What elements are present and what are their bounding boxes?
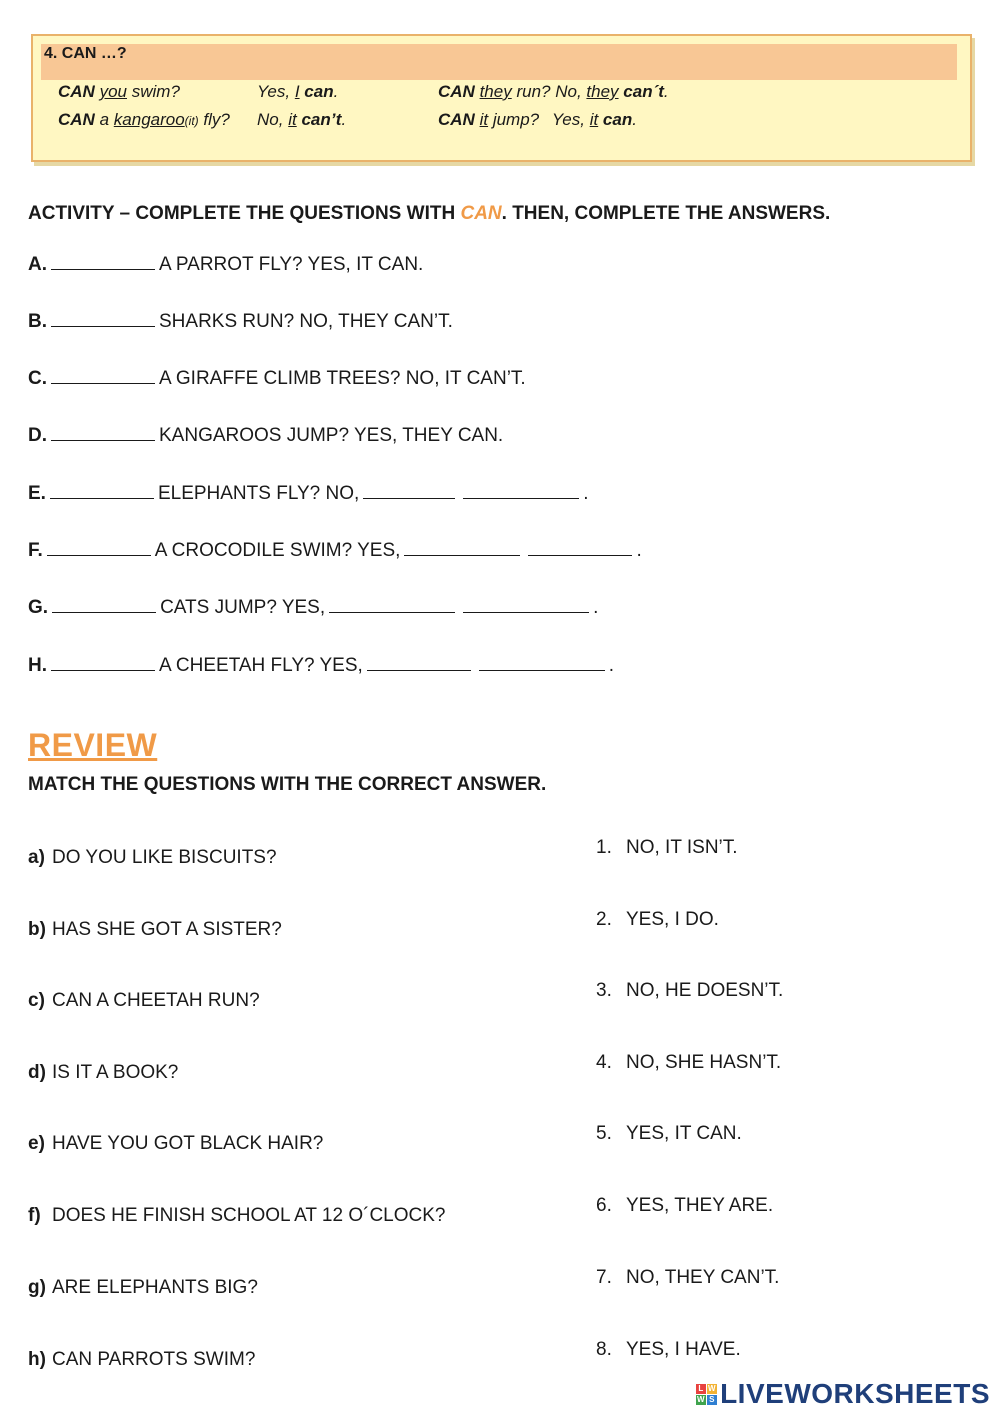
grammar-box-title: 4. CAN …? (44, 45, 127, 62)
answer-text: NO, IT ISN’T. (626, 837, 738, 858)
answer-text: YES, IT CAN. (626, 1123, 742, 1144)
example-rest: jump? (492, 110, 540, 129)
question-text: ARE ELEPHANTS BIG? (52, 1277, 258, 1298)
answer-number: 1. (596, 837, 612, 858)
review-title: REVIEW (28, 727, 158, 763)
answer-blank-subject[interactable] (367, 654, 471, 671)
item-text: A CROCODILE SWIM? YES, (154, 540, 401, 561)
answer-blank-verb[interactable] (528, 539, 632, 556)
example-answer-end: . (333, 82, 339, 101)
match-answer[interactable] (596, 837, 738, 859)
item-end-dot: . (583, 483, 589, 504)
example-subject: you (99, 82, 127, 101)
example-subject: they (479, 82, 512, 101)
question-blank[interactable] (51, 367, 155, 384)
item-letter: D. (28, 425, 47, 446)
example-answer-verb: can (304, 82, 334, 101)
answer-number: 7. (596, 1267, 612, 1288)
answer-text: YES, THEY ARE. (626, 1195, 774, 1216)
example-answer-end: . (663, 82, 669, 101)
match-question[interactable] (28, 990, 260, 1012)
item-end-dot: . (593, 597, 599, 618)
example-answer-verb: can´t (623, 82, 664, 101)
match-question[interactable] (28, 1062, 178, 1084)
instruction-text-end: . THEN, COMPLETE THE ANSWERS. (501, 203, 831, 224)
question-key: h) (28, 1349, 46, 1370)
review-instruction: MATCH THE QUESTIONS WITH THE CORRECT ANSWER. (28, 774, 547, 795)
liveworksheets-logo-icon (696, 1384, 717, 1405)
question-blank[interactable] (47, 539, 151, 556)
example-answer-verb: can (602, 110, 633, 129)
match-answer[interactable] (596, 1339, 741, 1361)
item-letter: H. (28, 655, 47, 676)
answer-number: 8. (596, 1339, 612, 1360)
item-letter: A. (28, 254, 47, 275)
answer-text: YES, I DO. (626, 909, 719, 930)
activity-item (28, 539, 642, 562)
answer-blank-subject[interactable] (363, 482, 455, 499)
answer-blank-subject[interactable] (329, 596, 455, 613)
question-key: c) (28, 990, 45, 1011)
question-key: b) (28, 919, 46, 940)
example-answer-end: . (341, 110, 347, 129)
item-text: KANGAROOS JUMP? YES, THEY CAN. (159, 425, 504, 446)
example-can: CAN (438, 110, 475, 129)
answer-blank-verb[interactable] (463, 596, 589, 613)
match-answer[interactable] (596, 1123, 742, 1145)
question-text: CAN A CHEETAH RUN? (52, 990, 260, 1011)
activity-item (28, 654, 614, 677)
instruction-text: ACTIVITY – COMPLETE THE QUESTIONS WITH (28, 203, 456, 224)
example-answer-pre: Yes, (257, 82, 291, 101)
answer-text: YES, I HAVE. (626, 1339, 741, 1360)
example-question-4 (438, 110, 637, 130)
item-end-dot: . (608, 655, 615, 676)
question-blank[interactable] (51, 310, 155, 327)
logo-tile: L (696, 1384, 706, 1394)
instruction-can-word: CAN (460, 203, 502, 224)
example-can: CAN (58, 110, 95, 129)
item-text: ELEPHANTS FLY? NO, (157, 483, 360, 504)
question-blank[interactable] (51, 253, 155, 270)
answer-number: 4. (596, 1052, 612, 1073)
answer-number: 5. (596, 1123, 612, 1144)
question-blank[interactable] (52, 596, 156, 613)
example-answer-subject: it (288, 110, 297, 129)
answer-blank-subject[interactable] (404, 539, 520, 556)
question-key: e) (28, 1133, 45, 1154)
answer-text: NO, HE DOESN’T. (626, 980, 784, 1001)
example-subject: kangaroo (113, 110, 185, 129)
example-rest: run? (516, 82, 551, 101)
match-question[interactable] (28, 847, 277, 869)
example-can: CAN (58, 82, 95, 101)
question-text: IS IT A BOOK? (52, 1062, 179, 1083)
logo-tile: W (708, 1383, 717, 1393)
liveworksheets-logo (696, 1378, 990, 1410)
example-rest: swim? (131, 82, 180, 101)
match-question[interactable] (28, 1349, 255, 1371)
activity-item (28, 424, 503, 447)
item-letter: G. (28, 597, 49, 618)
answer-text: NO, SHE HASN’T. (626, 1052, 782, 1073)
example-question-2 (58, 110, 230, 130)
answer-number: 3. (596, 980, 612, 1001)
question-text: HAS SHE GOT A SISTER? (52, 919, 282, 940)
question-key: a) (28, 847, 45, 868)
question-text: HAVE YOU GOT BLACK HAIR? (52, 1133, 324, 1154)
example-answer-end: . (632, 110, 637, 129)
item-letter: E. (28, 483, 46, 504)
activity-item (28, 482, 589, 505)
answer-blank-verb[interactable] (463, 482, 579, 499)
item-text: A PARROT FLY? YES, IT CAN. (159, 254, 424, 275)
question-blank[interactable] (51, 654, 155, 671)
match-answer[interactable] (596, 1052, 781, 1074)
example-rest: fly? (203, 110, 230, 129)
item-text: CATS JUMP? YES, (160, 597, 326, 618)
example-answer-verb: can’t (301, 110, 342, 129)
item-letter: C. (28, 368, 47, 389)
activity-item (28, 596, 598, 619)
item-letter: B. (28, 311, 47, 332)
activity-item (28, 310, 453, 333)
example-answer-2 (257, 110, 346, 130)
example-answer-subject: I (294, 82, 300, 101)
grammar-box-header (41, 44, 957, 80)
question-text: CAN PARROTS SWIM? (52, 1349, 256, 1370)
item-text: A CHEETAH FLY? YES, (159, 655, 363, 676)
question-blank[interactable] (50, 482, 154, 499)
example-answer-pre: No, (555, 82, 582, 101)
question-key: d) (28, 1062, 46, 1083)
example-answer-subject: it (589, 110, 599, 129)
question-blank[interactable] (51, 424, 155, 441)
example-article: a (99, 110, 110, 129)
example-can: CAN (438, 82, 475, 101)
match-question[interactable] (28, 919, 282, 941)
match-question[interactable] (28, 1205, 445, 1227)
item-end-dot: . (636, 540, 642, 561)
match-answer[interactable] (596, 980, 783, 1002)
match-answer[interactable] (596, 1267, 779, 1289)
item-text: SHARKS RUN? NO, THEY CAN’T. (159, 311, 453, 332)
logo-tile: W (697, 1394, 706, 1404)
example-question-3 (438, 82, 669, 102)
question-key: g) (28, 1277, 46, 1298)
item-letter: F. (28, 540, 43, 561)
match-answer[interactable] (596, 909, 719, 931)
question-text: DO YOU LIKE BISCUITS? (52, 847, 277, 868)
activity-item (28, 367, 526, 390)
item-text: A GIRAFFE CLIMB TREES? NO, IT CAN’T. (159, 368, 526, 389)
match-question[interactable] (28, 1277, 258, 1299)
logo-tile: S (707, 1395, 717, 1405)
example-subject: it (479, 110, 489, 129)
match-question[interactable] (28, 1133, 323, 1155)
question-key: f) (28, 1205, 41, 1226)
example-paren: (it) (184, 114, 199, 128)
answer-blank-verb[interactable] (479, 654, 605, 671)
example-answer-1 (257, 82, 338, 102)
question-text: DOES HE FINISH SCHOOL AT 12 O´CLOCK? (52, 1205, 446, 1226)
example-answer-pre: No, (257, 110, 284, 129)
match-answer[interactable] (596, 1195, 773, 1217)
example-answer-subject: they (586, 82, 619, 101)
activity-item (28, 253, 423, 276)
example-answer-pre: Yes, (551, 110, 585, 129)
answer-text: NO, THEY CAN’T. (626, 1267, 780, 1288)
logo-text: LIVEWORKSHEETS (720, 1378, 990, 1409)
answer-number: 2. (596, 909, 612, 930)
answer-number: 6. (596, 1195, 612, 1216)
example-question-1 (58, 82, 180, 102)
activity-instruction (28, 203, 830, 225)
